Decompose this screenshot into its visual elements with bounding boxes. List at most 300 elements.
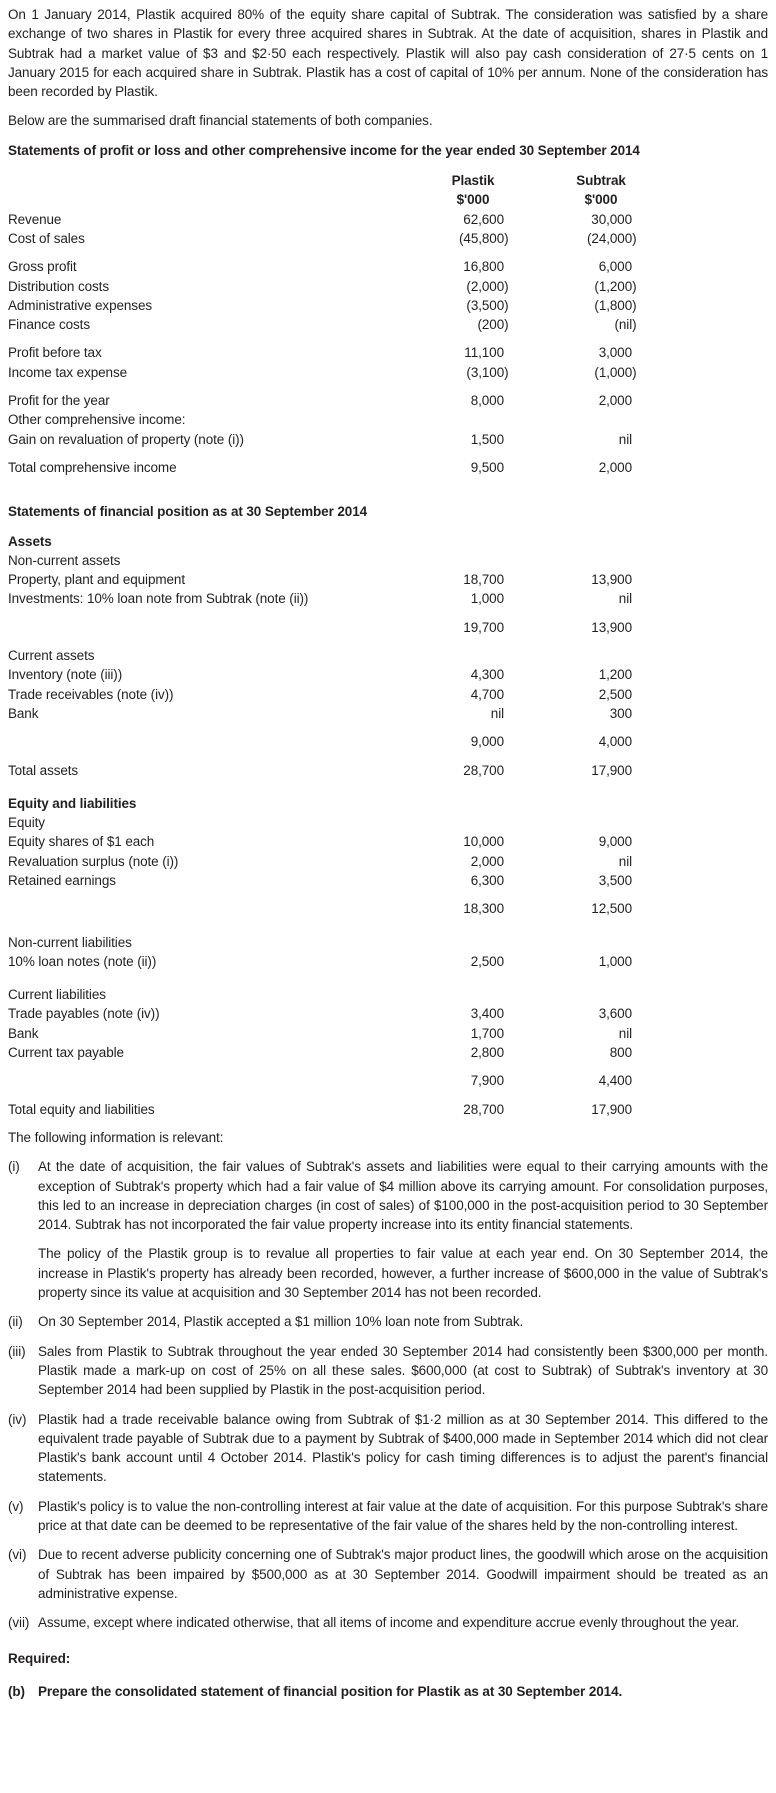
- row-label: Non-current assets: [8, 552, 121, 568]
- row-label: Revaluation surplus (note (i)): [8, 853, 179, 869]
- column-gap: [504, 813, 570, 832]
- column-gap: [504, 570, 570, 589]
- value-plastik: 7,900: [470, 1073, 504, 1089]
- value-plastik: (2,000): [466, 278, 509, 294]
- value-subtrak: 4,400: [598, 1073, 632, 1089]
- column-gap: [504, 646, 570, 665]
- sopl-row: [8, 315, 768, 334]
- underline-rule-row: [8, 248, 768, 257]
- rule-cell-plastik: [442, 971, 504, 980]
- note-marker: (v): [8, 1498, 24, 1514]
- value-subtrak: (1,800): [594, 297, 637, 313]
- value-subtrak: 1,200: [598, 667, 632, 683]
- rule-cell-subtrak: [570, 1091, 632, 1100]
- column-gap: [504, 1100, 570, 1119]
- rule-cell-plastik: [442, 477, 504, 486]
- value-plastik: 62,600: [463, 211, 504, 227]
- value-plastik: 6,300: [470, 872, 504, 888]
- rule-cell-subtrak: [570, 919, 632, 928]
- intro-paragraph-1: On 1 January 2014, Plastik acquired 80% of the equity share capital of Subtrak. The consideration was satisfied by a share exchange of two shares in Plastik for every three acquired shares in Subtrak. At the date of acquisition, shares in Plastik and Subtrak had a market value of $3 and $2·50 each respectively. Plastik will also pay cash consideration of 27·5 cents on 1 January 2015 for each acquired share in Subtrak. Plastik has a cost of capital of 10% per annum. None of the consideration has been recorded by Plastik.: [8, 7, 768, 100]
- underline-rule-row: [8, 723, 768, 732]
- column-gap: [504, 890, 570, 899]
- underline-rule-row: [8, 752, 768, 761]
- value-plastik: 9,500: [470, 459, 504, 475]
- value-subtrak: 2,500: [598, 686, 632, 702]
- note-text: Due to recent adverse publicity concerning one of Subtrak's major product lines, the goodwill which arose on the acquisition of Subtrak has been impaired by $500,000 as at 30 September 2014. Goodwill impairment should be treated as an administrative expense.: [38, 1547, 768, 1601]
- column-gap: [504, 1024, 570, 1043]
- row-label: Finance costs: [8, 317, 90, 333]
- column-gap: [504, 589, 570, 608]
- row-label: Total comprehensive income: [8, 459, 177, 475]
- sopl-row: [8, 410, 768, 429]
- underline-rule-row: [8, 780, 768, 789]
- note-text: On 30 September 2014, Plastik accepted a $1 million 10% loan note from Subtrak.: [38, 1314, 524, 1330]
- rule-cell-subtrak: [570, 971, 632, 980]
- column-gap: [504, 343, 570, 362]
- rule-cell-subtrak: [570, 248, 632, 257]
- sopl-row: [8, 343, 768, 362]
- value-subtrak: (24,000): [587, 230, 637, 246]
- rule-cell-subtrak: [570, 334, 632, 343]
- value-subtrak: 13,900: [591, 619, 632, 635]
- header-spacer: [8, 171, 442, 190]
- rule-cell-plastik: [442, 382, 504, 391]
- column-gap: [504, 899, 570, 918]
- note-item: [8, 1157, 768, 1234]
- value-subtrak: 3,600: [598, 1006, 632, 1022]
- sofp-row: [8, 832, 768, 851]
- rule-cell-subtrak: [570, 449, 632, 458]
- note-text: The policy of the Plastik group is to revalue all properties to fair value at each year end. On 30 September 2014, the increase in Plastik's property has already been recorded, however, a further increase of $600,000 in the value of Subtrak's property since its value at acquisition and 30 September 2014 has not been recorded.: [38, 1246, 768, 1301]
- column-gap: [504, 919, 570, 928]
- column-gap: [504, 363, 570, 382]
- rule-cell-plastik: [442, 1119, 504, 1128]
- note-item: [8, 1342, 768, 1400]
- rule-spacer: [8, 890, 442, 899]
- rule-cell-subtrak: [570, 382, 632, 391]
- note-marker: (i): [8, 1159, 20, 1175]
- rule-cell-plastik: [442, 637, 504, 646]
- note-item: [8, 1613, 768, 1632]
- note-text: At the date of acquisition, the fair values of Subtrak's assets and liabilities were equal to their carrying amounts with the exception of Subtrak's property which had a fair value of $4 million above its carrying amount. For consolidation purposes, this led to an increase in depreciation charges (in cost of sales) of $100,000 in the post-acquisition period to 30 September 2014. Subtrak has not incorporated the fair value property increase into its entity financial statements.: [38, 1159, 768, 1233]
- value-subtrak: 1,000: [598, 953, 632, 969]
- value-subtrak: nil: [618, 431, 632, 447]
- row-label: Equity shares of $1 each: [8, 834, 155, 850]
- rule-cell-plastik: [442, 723, 504, 732]
- value-plastik: [442, 410, 504, 429]
- value-subtrak: (1,000): [594, 364, 637, 380]
- column-gap: [504, 551, 570, 570]
- sofp-row: [8, 899, 768, 918]
- rule-cell-plastik: [442, 890, 504, 899]
- rule-spacer: [8, 449, 442, 458]
- value-subtrak: [570, 410, 632, 429]
- underline-rule-row: [8, 1091, 768, 1100]
- column-gap: [504, 277, 570, 296]
- value-subtrak: [570, 646, 632, 665]
- value-subtrak: 3,000: [598, 345, 632, 361]
- value-subtrak: 13,900: [591, 572, 632, 588]
- column-gap: [504, 952, 570, 971]
- rule-spacer: [8, 1062, 442, 1071]
- value-plastik: [442, 813, 504, 832]
- units-label-plastik: $'000: [456, 192, 490, 208]
- row-label: Trade payables (note (iv)): [8, 1006, 160, 1022]
- sofp-row: [8, 646, 768, 665]
- units-label-subtrak: $'000: [584, 192, 618, 208]
- row-label: [8, 618, 442, 637]
- column-gap: [504, 458, 570, 477]
- value-subtrak: 2,000: [598, 459, 632, 475]
- row-label: 10% loan notes (note (ii)): [8, 953, 157, 969]
- underline-rule-row: [8, 1062, 768, 1071]
- rule-spacer: [8, 248, 442, 257]
- value-plastik: 3,400: [470, 1006, 504, 1022]
- column-gap: [504, 1071, 570, 1090]
- value-subtrak: (nil): [614, 317, 637, 333]
- sofp-row: [8, 794, 768, 813]
- value-subtrak: 800: [609, 1045, 632, 1061]
- row-label: Income tax expense: [8, 364, 128, 380]
- sofp-row: [8, 1100, 768, 1119]
- underline-rule-row: [8, 609, 768, 618]
- sopl-row: [8, 210, 768, 229]
- note-item: [8, 1410, 768, 1487]
- value-plastik: nil: [490, 705, 504, 721]
- row-label: Equity and liabilities: [8, 795, 137, 811]
- column-gap: [504, 971, 570, 980]
- column-gap: [504, 257, 570, 276]
- row-label: Total assets: [8, 762, 79, 778]
- sopl-row: [8, 391, 768, 410]
- underline-rule-row: [8, 971, 768, 980]
- column-gap: [504, 852, 570, 871]
- row-label: [8, 732, 442, 751]
- header-spacer: [8, 190, 442, 209]
- note-marker: (iv): [8, 1411, 27, 1427]
- column-header-subtrak: Subtrak: [576, 173, 626, 189]
- value-subtrak: [570, 933, 632, 952]
- rule-spacer: [8, 1091, 442, 1100]
- required-heading: Required:: [8, 1651, 71, 1667]
- note-text: Sales from Plastik to Subtrak throughout the year ended 30 September 2014 had consistently been $300,000 per month. Plastik made a mark-up on cost of 25% on all these sales. $600,000 (at cost to Subtrak) of Subtrak's inventory at 30 September 2014 had been supplied by Plastik in the post-acquisition period.: [38, 1343, 768, 1398]
- sofp-row: [8, 732, 768, 751]
- sofp-row: [8, 985, 768, 1004]
- column-gap: [504, 210, 570, 229]
- column-gap: [504, 665, 570, 684]
- row-label: Property, plant and equipment: [8, 572, 185, 588]
- rule-spacer: [8, 919, 442, 928]
- row-label: Revenue: [8, 211, 62, 227]
- rule-spacer: [8, 723, 442, 732]
- row-label: Administrative expenses: [8, 297, 153, 313]
- sofp-statement-title: Statements of financial position as at 30 September 2014: [8, 504, 368, 520]
- value-plastik: 11,100: [464, 345, 504, 361]
- row-label: Total equity and liabilities: [8, 1101, 155, 1117]
- underline-rule-row: [8, 919, 768, 928]
- column-gap: [504, 732, 570, 751]
- rule-cell-plastik: [442, 1062, 504, 1071]
- column-gap: [504, 391, 570, 410]
- intro-paragraph-2: Below are the summarised draft financial statements of both companies.: [8, 113, 433, 129]
- sofp-row: [8, 933, 768, 952]
- sofp-row: [8, 1024, 768, 1043]
- column-gap: [504, 704, 570, 723]
- column-gap: [504, 780, 570, 789]
- sopl-row: [8, 229, 768, 248]
- row-label: Bank: [8, 705, 39, 721]
- note-item: [8, 1244, 768, 1302]
- column-gap: [504, 334, 570, 343]
- note-item: [8, 1545, 768, 1603]
- column-gap: [504, 871, 570, 890]
- rule-cell-subtrak: [570, 752, 632, 761]
- row-label: Equity: [8, 815, 45, 831]
- rule-spacer: [8, 971, 442, 980]
- value-subtrak: [570, 551, 632, 570]
- note-text: Plastik had a trade receivable balance owing from Subtrak of $1·2 million as at 30 September 2014. This differed to the equivalent trade payable of Subtrak due to a payment by Subtrak of $400,000 made in September 2014 which did not clear Plastik's bank account until 4 October 2014. Plastik's policy for cash timing differences is to adjust the parent's financial statements.: [38, 1411, 768, 1485]
- row-label: Investments: 10% loan note from Subtrak (note (ii)): [8, 591, 309, 607]
- note-text: Assume, except where indicated otherwise, that all items of income and expenditure accrue evenly throughout the year.: [38, 1615, 740, 1631]
- relevant-information-heading: The following information is relevant:: [8, 1129, 224, 1145]
- column-gap: [504, 382, 570, 391]
- sofp-row: [8, 618, 768, 637]
- sofp-row: [8, 1071, 768, 1090]
- value-subtrak: 12,500: [591, 901, 632, 917]
- row-label: [8, 899, 442, 918]
- value-subtrak: [570, 532, 632, 551]
- rule-cell-plastik: [442, 1091, 504, 1100]
- value-plastik: 1,700: [470, 1025, 504, 1041]
- row-label: Current assets: [8, 648, 95, 664]
- value-plastik: [442, 933, 504, 952]
- sopl-row: [8, 277, 768, 296]
- column-gap: [504, 296, 570, 315]
- sofp-row: [8, 570, 768, 589]
- row-label: Distribution costs: [8, 278, 109, 294]
- value-subtrak: nil: [618, 1025, 632, 1041]
- row-label: Retained earnings: [8, 872, 116, 888]
- sofp-row: [8, 871, 768, 890]
- row-label: Gain on revaluation of property (note (i)): [8, 431, 244, 447]
- required-item-b: [8, 1682, 768, 1701]
- sofp-row: [8, 532, 768, 551]
- column-gap: [504, 1119, 570, 1128]
- value-plastik: 2,800: [470, 1045, 504, 1061]
- value-plastik: 19,700: [463, 619, 504, 635]
- value-subtrak: 300: [609, 705, 632, 721]
- sofp-row: [8, 952, 768, 971]
- sofp-row: [8, 551, 768, 570]
- sofp-row: [8, 665, 768, 684]
- rule-spacer: [8, 477, 442, 486]
- column-gap: [504, 315, 570, 334]
- value-subtrak: 9,000: [598, 834, 632, 850]
- column-gap: [504, 1091, 570, 1100]
- row-label: Cost of sales: [8, 230, 85, 246]
- row-label: Current tax payable: [8, 1045, 124, 1061]
- row-label: Other comprehensive income:: [8, 412, 186, 428]
- value-plastik: [442, 794, 504, 813]
- notes-list: [8, 1157, 768, 1632]
- row-label: Bank: [8, 1025, 39, 1041]
- value-subtrak: 3,500: [598, 872, 632, 888]
- value-plastik: 4,700: [470, 686, 504, 702]
- sopl-statement-title: Statements of profit or loss and other comprehensive income for the year ended 30 September 2014: [8, 142, 640, 158]
- value-plastik: 18,300: [463, 901, 504, 917]
- column-gap: [504, 723, 570, 732]
- note-marker: (iii): [8, 1343, 26, 1359]
- value-plastik: [442, 646, 504, 665]
- column-gap: [504, 752, 570, 761]
- sopl-row: [8, 363, 768, 382]
- column-gap: [504, 1062, 570, 1071]
- value-plastik: (200): [477, 317, 509, 333]
- column-header-plastik: Plastik: [451, 173, 495, 189]
- column-gap: [504, 618, 570, 637]
- sofp-row: [8, 589, 768, 608]
- row-label: Non-current liabilities: [8, 934, 132, 950]
- value-plastik: 1,000: [470, 591, 504, 607]
- value-plastik: 8,000: [470, 393, 504, 409]
- sofp-rows-container: [8, 532, 768, 1128]
- value-subtrak: [570, 794, 632, 813]
- column-gap: [504, 410, 570, 429]
- underline-rule-row: [8, 449, 768, 458]
- value-subtrak: nil: [618, 853, 632, 869]
- value-subtrak: 2,000: [598, 393, 632, 409]
- value-plastik: (45,800): [459, 230, 509, 246]
- rule-cell-plastik: [442, 780, 504, 789]
- column-gap: [504, 609, 570, 618]
- rule-cell-subtrak: [570, 609, 632, 618]
- sopl-table: [8, 171, 768, 486]
- column-gap: [504, 532, 570, 551]
- column-gap: [504, 637, 570, 646]
- sofp-row: [8, 1004, 768, 1023]
- value-subtrak: 30,000: [591, 211, 632, 227]
- value-plastik: (3,100): [466, 364, 509, 380]
- rule-cell-subtrak: [570, 723, 632, 732]
- rule-cell-plastik: [442, 334, 504, 343]
- column-gap: [504, 1004, 570, 1023]
- row-label: Gross profit: [8, 259, 77, 275]
- sopl-rows-container: [8, 210, 768, 487]
- value-subtrak: (1,200): [594, 278, 637, 294]
- value-plastik: 28,700: [463, 762, 504, 778]
- sopl-company-header-row: [8, 171, 768, 190]
- rule-spacer: [8, 382, 442, 391]
- note-marker: (vi): [8, 1547, 27, 1563]
- note-marker: [8, 1244, 38, 1302]
- rule-spacer: [8, 637, 442, 646]
- column-gap: [504, 190, 570, 209]
- value-plastik: 1,500: [470, 431, 504, 447]
- row-label: [8, 1071, 442, 1090]
- column-gap: [504, 685, 570, 704]
- sofp-row: [8, 685, 768, 704]
- sofp-row: [8, 761, 768, 780]
- column-gap: [504, 171, 570, 190]
- value-plastik: 2,000: [470, 853, 504, 869]
- value-subtrak: [570, 813, 632, 832]
- value-subtrak: 6,000: [598, 259, 632, 275]
- value-plastik: 10,000: [463, 834, 504, 850]
- rule-cell-plastik: [442, 449, 504, 458]
- rule-spacer: [8, 780, 442, 789]
- underline-rule-row: [8, 382, 768, 391]
- rule-cell-plastik: [442, 248, 504, 257]
- note-item: [8, 1312, 768, 1331]
- column-gap: [504, 449, 570, 458]
- rule-spacer: [8, 334, 442, 343]
- required-item-text: Prepare the consolidated statement of financial position for Plastik as at 30 September 2014.: [38, 1683, 623, 1699]
- sofp-table: [8, 532, 768, 1128]
- underline-rule-row: [8, 477, 768, 486]
- value-subtrak: 17,900: [591, 1101, 632, 1117]
- underline-rule-row: [8, 334, 768, 343]
- column-gap: [504, 985, 570, 1004]
- sopl-units-header-row: [8, 190, 768, 209]
- column-gap: [504, 1043, 570, 1062]
- sofp-row: [8, 852, 768, 871]
- column-gap: [504, 229, 570, 248]
- sofp-row: [8, 704, 768, 723]
- note-text: Plastik's policy is to value the non-controlling interest at fair value at the date of acquisition. For this purpose Subtrak's share price at that date can be deemed to be representative of the fair value of the shares held by the non-controlling interest.: [38, 1498, 768, 1533]
- rule-cell-plastik: [442, 752, 504, 761]
- value-subtrak: 17,900: [591, 762, 632, 778]
- row-label: Profit before tax: [8, 345, 102, 361]
- required-item-marker: (b): [8, 1683, 25, 1699]
- rule-cell-subtrak: [570, 780, 632, 789]
- note-marker: (vii): [8, 1615, 30, 1631]
- underline-rule-row: [8, 890, 768, 899]
- rule-cell-subtrak: [570, 477, 632, 486]
- sofp-row: [8, 1043, 768, 1062]
- value-plastik: (3,500): [466, 297, 509, 313]
- value-plastik: 16,800: [463, 259, 504, 275]
- row-label: Assets: [8, 533, 52, 549]
- row-label: Current liabilities: [8, 987, 106, 1003]
- value-plastik: 28,700: [463, 1101, 504, 1117]
- rule-spacer: [8, 1119, 442, 1128]
- value-plastik: [442, 532, 504, 551]
- column-gap: [504, 794, 570, 813]
- rule-cell-subtrak: [570, 890, 632, 899]
- row-label: Trade receivables (note (iv)): [8, 686, 174, 702]
- rule-cell-plastik: [442, 919, 504, 928]
- underline-rule-row: [8, 1119, 768, 1128]
- value-subtrak: [570, 985, 632, 1004]
- rule-cell-subtrak: [570, 637, 632, 646]
- rule-spacer: [8, 609, 442, 618]
- value-plastik: [442, 985, 504, 1004]
- row-label: Inventory (note (iii)): [8, 667, 123, 683]
- note-item: [8, 1497, 768, 1536]
- column-gap: [504, 248, 570, 257]
- sopl-row: [8, 257, 768, 276]
- rule-cell-subtrak: [570, 1119, 632, 1128]
- rule-spacer: [8, 752, 442, 761]
- value-plastik: 2,500: [470, 953, 504, 969]
- column-gap: [504, 477, 570, 486]
- row-label: Profit for the year: [8, 393, 110, 409]
- value-subtrak: 4,000: [598, 734, 632, 750]
- sopl-row: [8, 430, 768, 449]
- sofp-row: [8, 813, 768, 832]
- value-plastik: 9,000: [470, 734, 504, 750]
- value-plastik: 4,300: [470, 667, 504, 683]
